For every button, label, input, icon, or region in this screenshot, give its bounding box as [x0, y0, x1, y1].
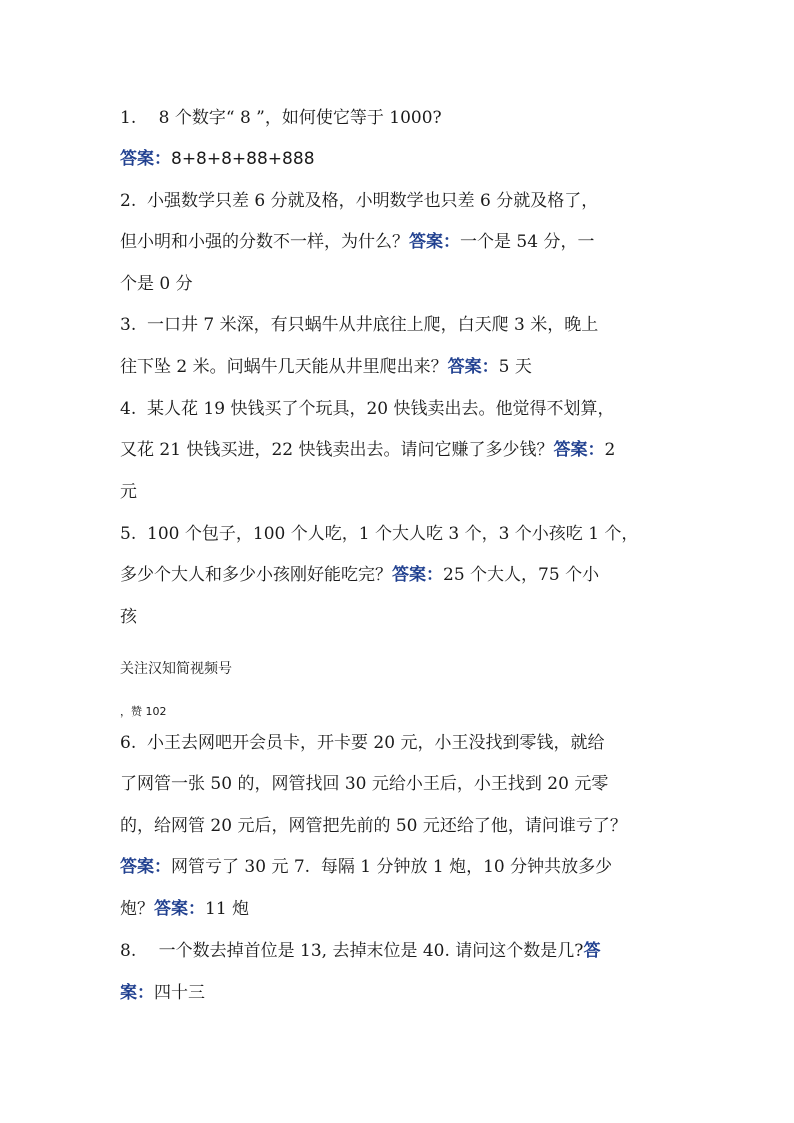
question-3-text-2: 往下坠 2 米。问蜗牛几天能从井里爬出来？: [120, 357, 448, 377]
question-2-line-1: [120, 189, 700, 213]
question-2-text-1: 2. 小强数学只差 6 分就及格，小明数学也只差 6 分就及格了，: [120, 191, 599, 211]
question-6-line-3: [120, 814, 700, 838]
question-1-text: 1. 8 个数字“ 8 ”，如何使它等于 1000?: [120, 108, 442, 128]
answer-5-value: 25 个大人，75 个小: [443, 565, 600, 585]
channel-follow-text: 关注汉知简视频号: [120, 661, 232, 677]
answer-8-label-part1: 答: [583, 941, 601, 961]
answer-8-value: 四十三: [154, 983, 205, 1003]
like-count-text: ，赞 102: [120, 705, 167, 718]
question-8-text-1: 8. 一个数去掉首位是 13, 去掉末位是 40. 请问这个数是几?: [120, 941, 584, 961]
question-5-line-3: [120, 605, 700, 629]
question-6-text-3: 的，给网管 20 元后，网管把先前的 50 元还给了他，请问谁亏了？: [120, 816, 627, 836]
question-4-text-1: 4. 某人花 19 快钱买了个玩具，20 快钱卖出去。他觉得不划算，: [120, 399, 615, 419]
answer-5-label: 答案：: [392, 565, 443, 585]
answer-8-label-part2: 案：: [120, 983, 154, 1003]
answer-6-value: 网管亏了 30 元 7. 每隔 1 分钟放 1 炮，10 分钟共放多少: [171, 857, 613, 877]
answer-1: [120, 147, 700, 171]
question-8-line-1: [120, 939, 700, 963]
answer-2-label: 答案：: [409, 232, 460, 252]
question-7-text-2: 炮？: [120, 899, 154, 919]
question-5-line-1: [120, 522, 700, 546]
question-2-line-2: [120, 230, 700, 254]
question-2-text-2: 但小明和小强的分数不一样，为什么？: [120, 232, 409, 252]
answer-1-label: 答案：: [120, 149, 171, 169]
answer-1-value: 8+8+8+88+888: [171, 149, 315, 169]
answer-7-value: 11 炮: [205, 899, 250, 919]
answer-3-label: 答案：: [447, 357, 499, 377]
answer-6-label: 答案：: [120, 857, 171, 877]
question-6-line-1: [120, 731, 700, 755]
answer-7-label: 答案：: [154, 899, 205, 919]
question-8-line-2: [120, 981, 700, 1005]
question-6-text-1: 6. 小王去网吧开会员卡，开卡要 20 元，小王没找到零钱，就给: [120, 733, 605, 753]
question-4-line-3: [120, 480, 700, 504]
question-4-text-2: 又花 21 快钱买进，22 快钱卖出去。请问它赚了多少钱？: [120, 440, 554, 460]
like-count-line: [120, 700, 700, 724]
question-3-text-1: 3. 一口井 7 米深，有只蜗牛从井底往上爬，白天爬 3 米，晚上: [120, 315, 599, 335]
answer-6-and-question-7: [120, 855, 700, 879]
question-4-line-1: [120, 397, 700, 421]
question-1: [120, 106, 700, 130]
answer-4-value: 2: [604, 440, 616, 460]
answer-4-label: 答案：: [553, 440, 605, 460]
question-6-line-2: [120, 772, 700, 796]
question-6-text-2: 了网管一张 50 的，网管找回 30 元给小王后，小王找到 20 元零: [120, 774, 609, 794]
question-3-line-1: [120, 313, 700, 337]
question-5-text-2: 多少个大人和多少小孩刚好能吃完？: [120, 565, 392, 585]
question-5-line-2: [120, 563, 700, 587]
question-2-text-3: 个是 0 分: [120, 274, 193, 294]
answer-2-value: 一个是 54 分，一: [460, 232, 595, 252]
answer-3-value: 5 天: [498, 357, 532, 377]
channel-follow-line: [120, 657, 700, 681]
question-7-line-2: [120, 897, 700, 921]
question-5-text-3: 孩: [120, 607, 137, 627]
question-3-line-2: [120, 355, 700, 379]
question-4-text-3: 元: [120, 482, 137, 502]
question-5-text-1: 5. 100 个包子，100 个人吃，1 个大人吃 3 个，3 个小孩吃 1 个，: [120, 524, 639, 544]
question-2-line-3: [120, 272, 700, 296]
question-4-line-2: [120, 438, 700, 462]
